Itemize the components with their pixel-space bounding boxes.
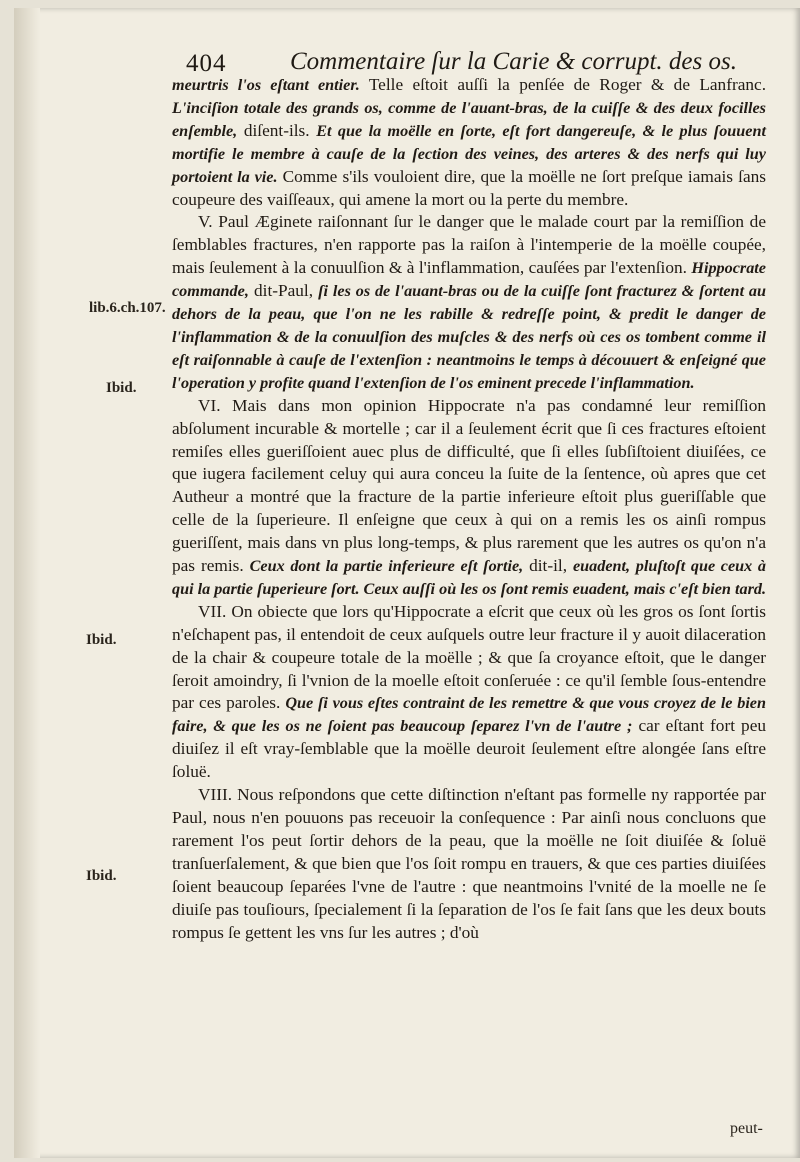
italic-quote: L'inciſion totale des grands os, comme de l'auant-bras, de la cuiſſe & des deux focilles enſemble, bbox=[172, 98, 766, 140]
paragraph bbox=[172, 395, 766, 601]
text-run: diſent-ils. bbox=[237, 120, 317, 140]
text-run: VIII. Nous reſpondons que cette diſtinction n'eſtant pas formelle ny rapportée par Paul, nous n'en pouuons pas receuoir la conſequence : Par ainſi nous concluons que rarement l'os peut ſortir dehors de la peau, que la moëlle ne ſoit diuiſée & ſoluë tranſuerſalement, & que bien que l'os ſoit rompu en trauers, & que ces parties diuiſées ſoient beaucoup ſeparées l'vne de l'autre : que neantmoins l'vnité de la moelle ne ſe diuiſe pas touſiours, ſpecialement ſi la ſeparation de l'os ſe fait ſans que les deux bouts rompus ſe gettent les vns ſur les autres ; d'où bbox=[172, 785, 766, 942]
text-run: V. Paul Æginete raiſonnant ſur le danger que le malade court par la remiſſion de ſemblables fractures, n'en rapporte pas la raiſon à l'intemperie de la moëlle coupée, mais ſeulement à la conuulſion & à l'inflammation, cauſées par l'extenſion. bbox=[172, 212, 766, 278]
text-run: Comme s'ils vouloient dire, que la moëlle ne ſort preſque iamais ſans coupeure des vaiſſeaux, qui amene la mort ou la perte du membre. bbox=[172, 166, 766, 209]
italic-quote: meurtris l'os eſtant entier. bbox=[172, 76, 360, 94]
page-number: 404 bbox=[186, 50, 227, 77]
text-run: VII. On obiecte que lors qu'Hippocrate a eſcrit que ceux où les gros os ſont ſortis n'eſchapent pas, il entendoit de ceux auſquels outre leur fracture il y auoit dilaceration de la chair & coupeure totale de la moëlle ; & que ſa croyance eſtoit, que le danger ſeroit amoindry, ſi l'vnion de la moelle eſtoit conſeruée : ce qu'il ſemble ſous-entendre par ces paroles. bbox=[172, 601, 766, 713]
italic-quote: euadent, pluſtoſt que ceux à qui la partie ſuperieure ſort. Ceux auſſi où les os ſont remis euadent, mais c'eſt bien tard. bbox=[172, 557, 767, 598]
italic-quote: ſi les os de l'auant-bras ou de la cuiſſe ſont fracturez & ſortent au dehors de la peau, que l'on ne les rabille & redreſſe point, & predit le danger de l'inflammation & de la conuulſion des muſcles & des nerfs où ces os tombent comme il eſt raiſonnable à cauſe de l'extenſion : neantmoins le temps à découuert & enſeigné que l'operation y profite quand l'extenſion de l'os eminent precede l'inflammation. bbox=[172, 282, 766, 392]
paragraph bbox=[172, 784, 766, 944]
italic-quote: Ceux dont la partie inferieure eſt ſortie, bbox=[249, 557, 524, 576]
margin-note-1: lib.6.ch.107. bbox=[89, 300, 166, 316]
italic-quote: Et que la moëlle en ſorte, eſt fort dangereuſe, & le plus ſouuent mortifie le membre à cauſe de la ſection des veines, des arteres & des nerfs qui luy portoient la vie. bbox=[172, 121, 766, 186]
text-run: car eſtant fort peu diuiſez il eſt vray-ſemblable que la moëlle deuroit ſeulement eſtre alongée ſans eſtre ſoluë. bbox=[172, 716, 767, 782]
paragraph bbox=[172, 74, 766, 211]
margin-note-2: Ibid. bbox=[106, 380, 137, 396]
margin-note-4: Ibid. bbox=[86, 868, 117, 884]
catchword: peut- bbox=[730, 1120, 763, 1137]
running-title: Commentaire ſur la Carie & corrupt. des os. bbox=[290, 48, 737, 75]
paragraph bbox=[172, 211, 766, 394]
text-run: VI. Mais dans mon opinion Hippocrate n'a pas condamné leur remiſſion abſolument incurable & mortelle ; car il a ſeulement écrit que ſi ces fractures eſtoient remiſes elles gueriſſoient auec plus de difficulté, que ſi elles ſubſiſtoient diuiſées, ce que iugera facilement celuy qui aura conceu la ſuite de la ſentence, où apres que cet Autheur a montré que la fracture de la partie inferieure eſtoit plus gueriſſable que celle de la ſuperieure. Il enſeigne que ceux à qui on a remis les os ainſi rompus gueriſſent, mais dans vn plus long-temps, & plus rarement que les autres os qu'on n'a pas remis. bbox=[172, 395, 766, 576]
paragraph bbox=[172, 601, 766, 784]
body-text bbox=[172, 74, 766, 944]
text-run: dit-il, bbox=[523, 556, 573, 576]
italic-quote: Que ſi vous eſtes contraint de les remettre & que vous croyez de le bien faire, & que les os ne ſoient pas beaucoup ſeparez l'vn de l'autre ; bbox=[172, 694, 766, 736]
italic-quote: Hippocrate commande, bbox=[172, 259, 766, 301]
margin-note-3: Ibid. bbox=[86, 632, 117, 648]
text-run: Telle eſtoit auſſi la penſée de Roger & de Lanfranc. bbox=[359, 75, 767, 94]
text-run: dit-Paul, bbox=[248, 281, 319, 301]
